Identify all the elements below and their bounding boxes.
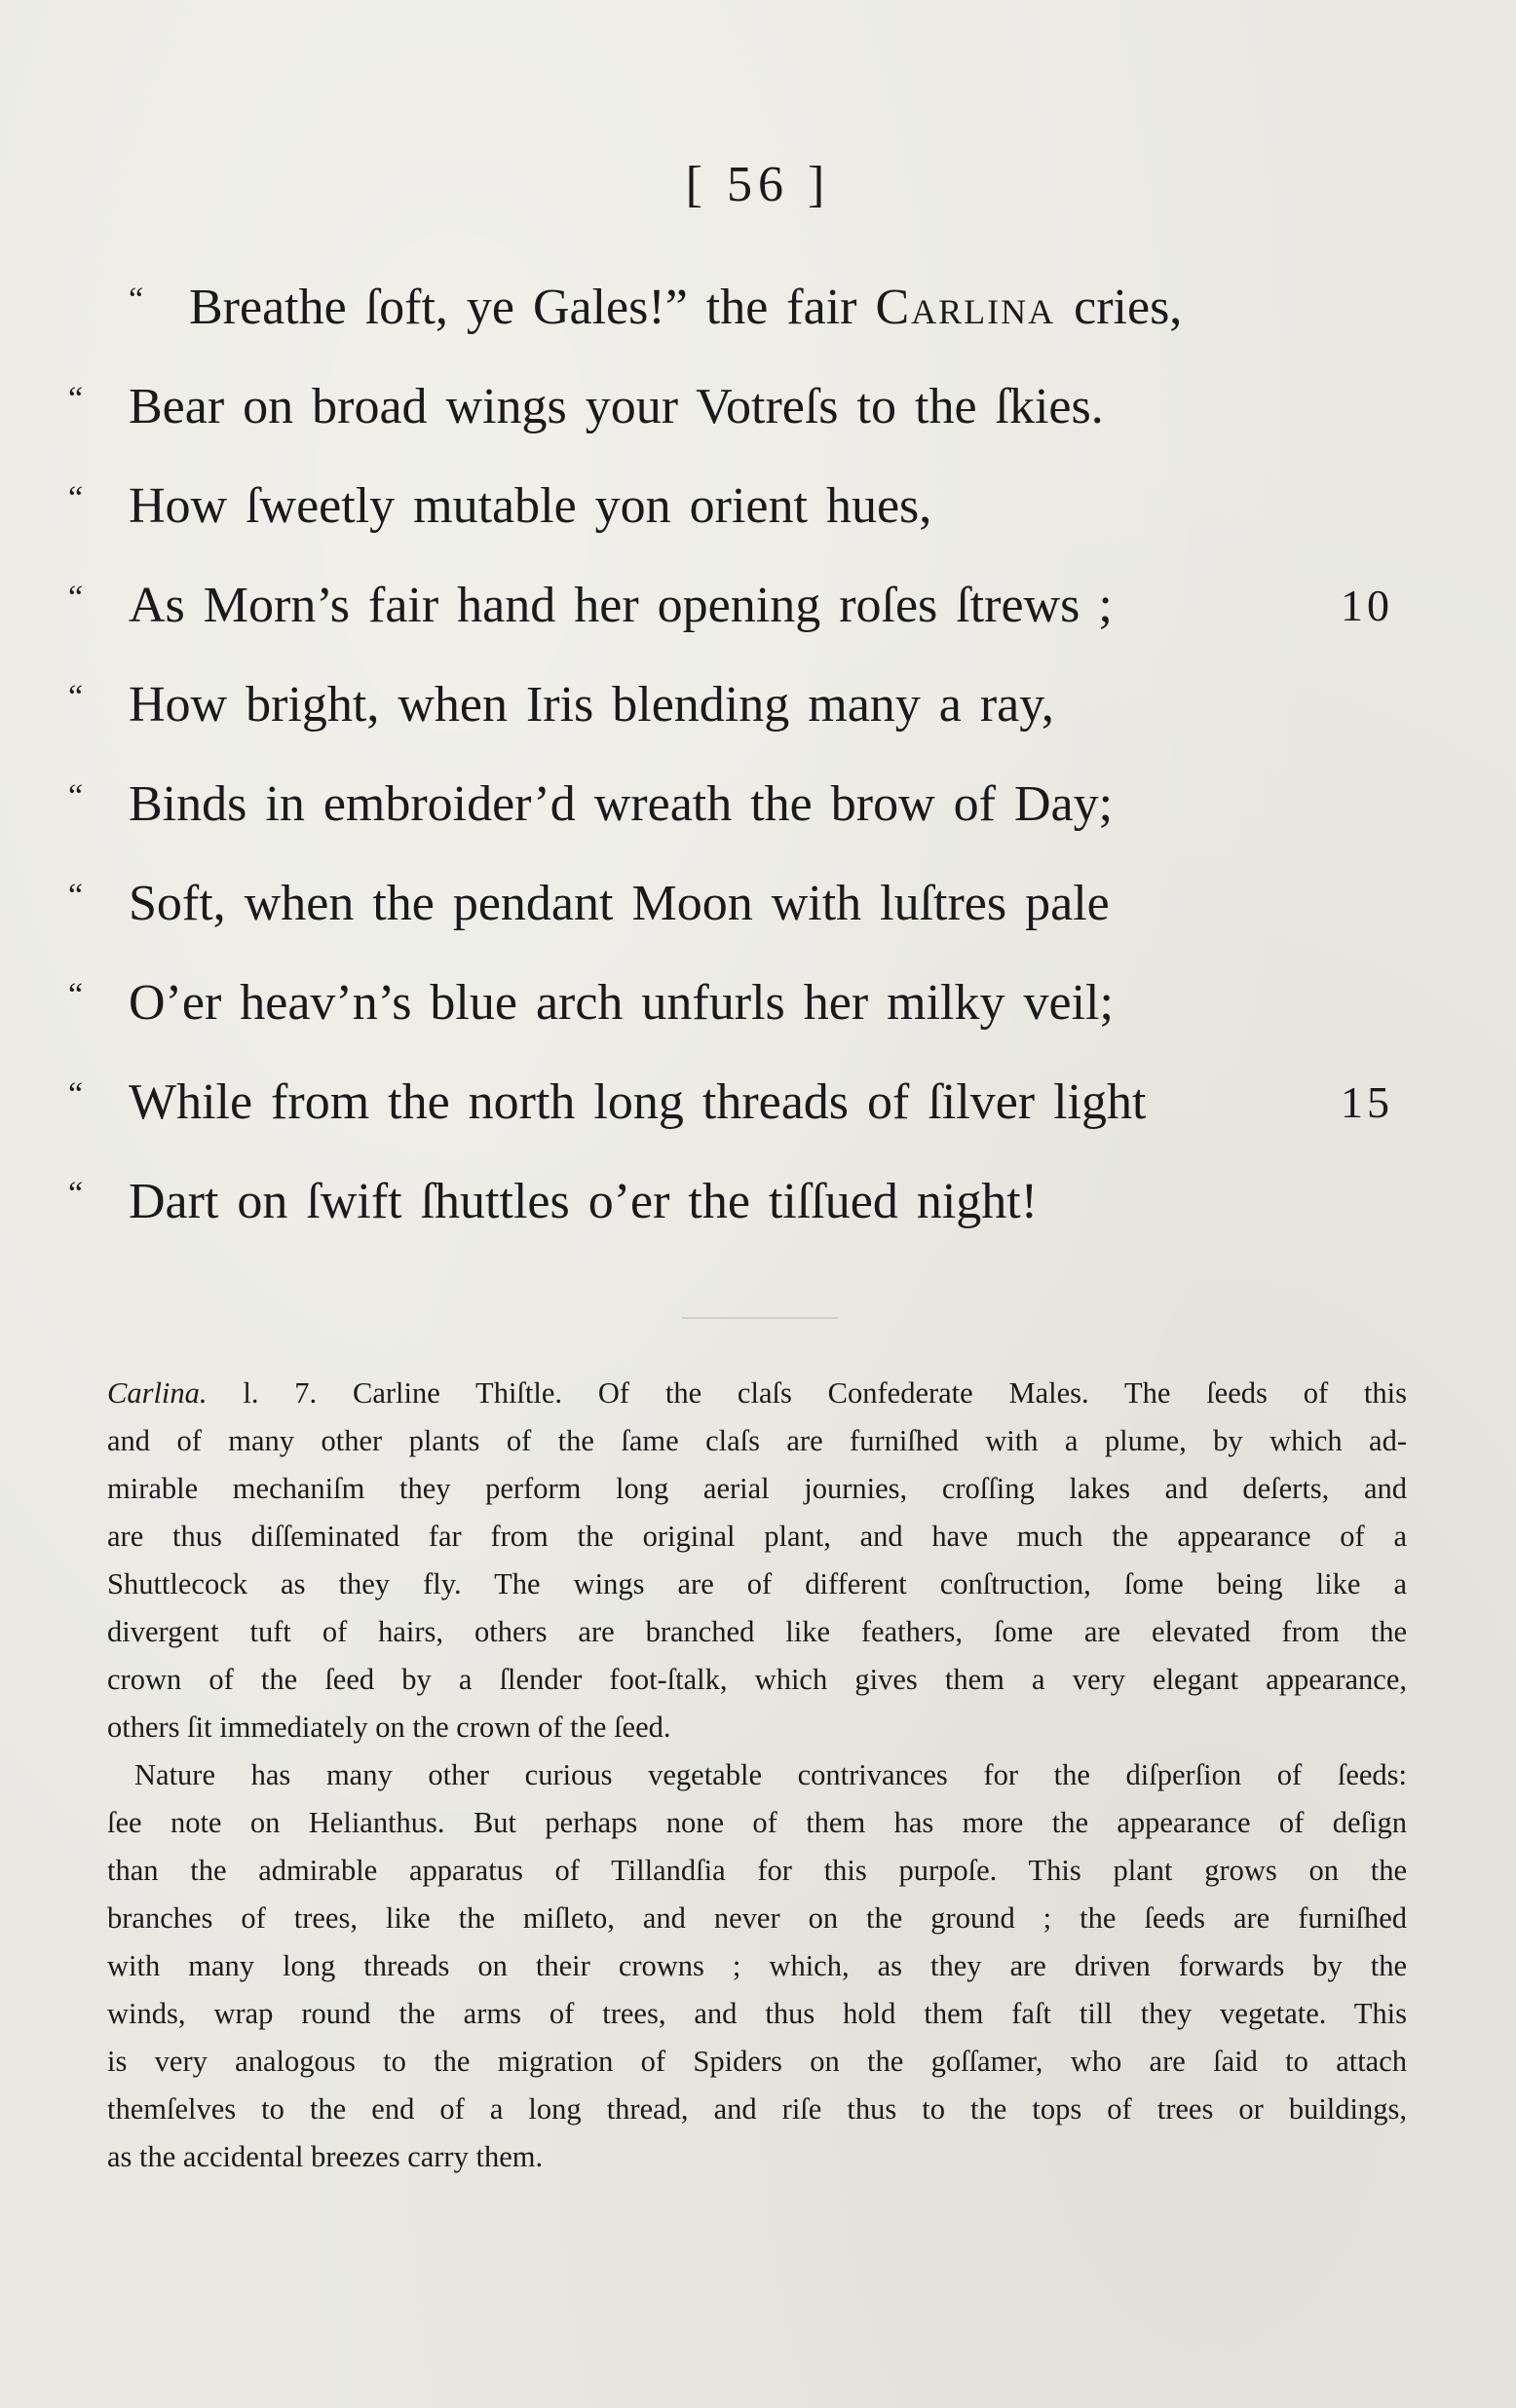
verse-text: Soft, when the pendant Moon with luſtres pale [129, 876, 1110, 931]
line-number: 10 [1341, 581, 1393, 630]
verse-line [68, 755, 1452, 854]
line-number: 15 [1341, 1077, 1393, 1127]
page-number: [ 56 ] [685, 157, 831, 212]
verse-text [189, 258, 1182, 357]
verse-text: O’er heav’n’s blue arch unfurls her milky veil; [129, 975, 1114, 1031]
footnote-paragraph [76, 1751, 1407, 2181]
verse-text: How bright, when Iris blending many a ray, [129, 677, 1054, 733]
plant-name: Carlina [875, 280, 1056, 335]
opening-quote: “ [68, 580, 84, 616]
opening-quote: “ [68, 977, 84, 1013]
footnote-line: and of many other plants of the ſame claſs are furniſhed with a plume, by which ad- [107, 1424, 1407, 1457]
verse-block [68, 258, 1452, 1252]
verse-line [68, 954, 1452, 1053]
footnotes [76, 1370, 1407, 2181]
footnote-line: Nature has many other curious vegetable contrivances for the diſperſion of ſeeds: [134, 1758, 1407, 1791]
verse-line [68, 556, 1452, 656]
footnote-line: crown of the ſeed by a ſlender foot-ſtalk, which gives them a very elegant appearance, [107, 1663, 1407, 1696]
verse-line [68, 1053, 1452, 1152]
verse-text-part: Breathe ſoft, ye Gales!” the fair [189, 280, 876, 335]
footnote-line: is very analogous to the migration of Spiders on the goſſamer, who are ſaid to attach [107, 2045, 1407, 2078]
opening-quote: “ [68, 679, 84, 715]
verse-line [68, 357, 1452, 457]
verse-text: Bear on broad wings your Votreſs to the ſkies. [129, 379, 1104, 434]
opening-quote: “ [68, 381, 84, 417]
verse-line [68, 457, 1452, 556]
footnote-paragraph [76, 1370, 1407, 1751]
verse-text-part: cries, [1055, 280, 1183, 335]
verse-line [68, 854, 1452, 954]
opening-quote: “ [129, 282, 144, 318]
footnote-line: others ſit immediately on the crown of the ſeed. [107, 1711, 671, 1744]
verse-text: As Morn’s fair hand her opening roſes ſtrews ; [129, 578, 1113, 633]
footnote-line: mirable mechaniſm they perform long aerial journies, croſſing lakes and deſerts, and [107, 1472, 1407, 1505]
verse-text: How ſweetly mutable yon orient hues, [129, 478, 932, 534]
verse-text: Dart on ſwift ſhuttles o’er the tiſſued night! [129, 1174, 1039, 1229]
opening-quote: “ [68, 480, 84, 516]
opening-quote: “ [68, 878, 84, 914]
footnote-line: Shuttlecock as they fly. The wings are of different conſtruction, ſome being like a [107, 1567, 1407, 1600]
footnote-line: with many long threads on their crowns ; which, as they are driven forwards by the [107, 1949, 1407, 1982]
verse-text: While from the north long threads of ſilver light [129, 1074, 1147, 1130]
footnote-line: themſelves to the end of a long thread, and riſe thus to the tops of trees or buildings, [107, 2092, 1407, 2126]
footnote-line: divergent tuft of hairs, others are branched like feathers, ſome are elevated from the [107, 1615, 1407, 1648]
verse-line [68, 1152, 1452, 1252]
footnote-headword: Carlina. [107, 1376, 208, 1410]
verse-line [68, 656, 1452, 755]
footnote-line: than the admirable apparatus of Tillandſia for this purpoſe. This plant grows on the [107, 1854, 1407, 1887]
footnote-line: ſee note on Helianthus. But perhaps none of them has more the appearance of deſign [107, 1806, 1407, 1839]
footnote-line [76, 1370, 1407, 1417]
footnote-line: are thus diſſeminated far from the original plant, and have much the appearance of a [107, 1520, 1407, 1553]
footnote-line: as the accidental breezes carry them. [107, 2140, 544, 2173]
section-divider [682, 1317, 838, 1319]
verse-line [68, 258, 1452, 357]
footnote-line: branches of trees, like the miſleto, and never on the ground ; the ſeeds are furniſhed [107, 1901, 1407, 1935]
opening-quote: “ [68, 1176, 84, 1212]
opening-quote: “ [68, 778, 84, 814]
opening-quote: “ [68, 1076, 84, 1112]
verse-text: Binds in embroider’d wreath the brow of Day; [129, 776, 1114, 832]
footnote-text: l. 7. Carline Thiſtle. Of the claſs Confederate Males. The ſeeds of this [207, 1376, 1407, 1410]
footnote-line: winds, wrap round the arms of trees, and thus hold them faſt till they vegetate. This [107, 1997, 1407, 2030]
